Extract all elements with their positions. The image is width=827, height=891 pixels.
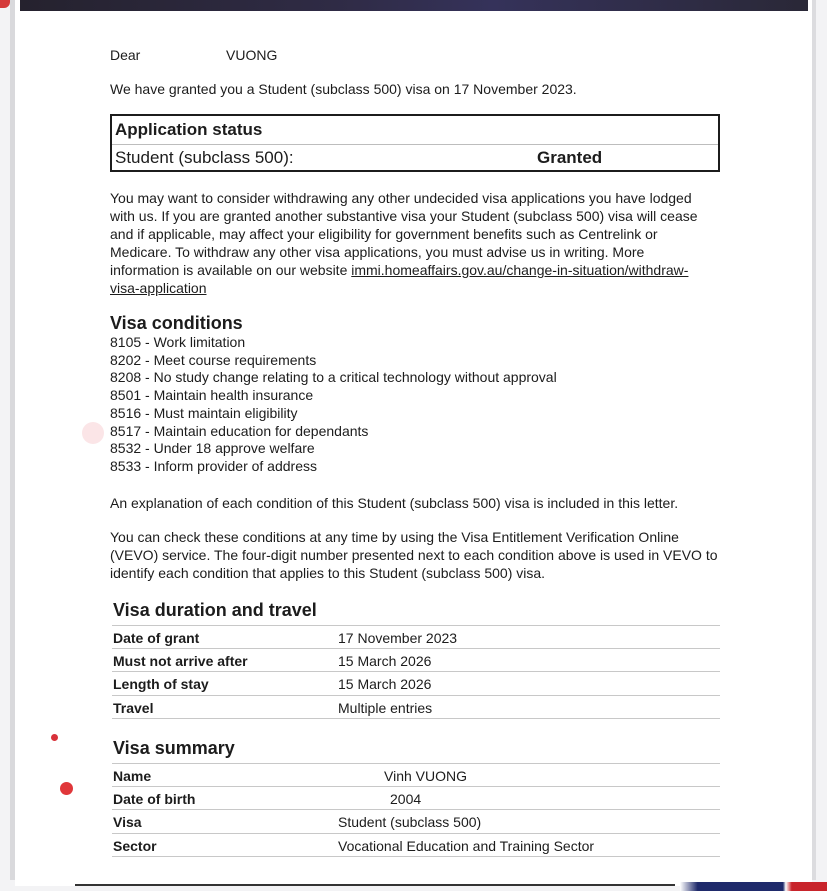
table-row <box>112 810 720 833</box>
flag-graphic <box>680 882 827 891</box>
condition-item: 8517 - Maintain education for dependants <box>110 422 369 439</box>
scan-right-edge <box>812 0 816 880</box>
application-status-box <box>110 114 720 172</box>
withdraw-notice-text: You may want to consider withdrawing any other undecided visa applications you have lodged with us. If you are granted another substantive visa your Student (subclass 500) visa will cease and if applicable, may affect your eligibility for government benefits such as Centrelink or Medicare. To withdraw any other visa applications, you must advise us in writing. More information is available on our website <box>110 190 698 278</box>
row-key: Visa <box>113 814 142 831</box>
corner-mark <box>0 0 10 8</box>
visa-conditions-section <box>110 312 720 476</box>
visa-duration-heading: Visa duration and travel <box>113 600 317 620</box>
condition-item: 8533 - Inform provider of address <box>110 457 317 474</box>
header-banner <box>20 0 808 11</box>
row-key: Date of birth <box>113 791 196 808</box>
recipient-name: VUONG <box>226 47 278 63</box>
condition-item: 8516 - Must maintain eligibility <box>110 404 298 421</box>
row-value: 15 March 2026 <box>338 653 432 670</box>
grant-sentence: We have granted you a Student (subclass 500) visa on 17 November 2023. <box>110 81 577 97</box>
condition-item: 8501 - Maintain health insurance <box>110 387 314 404</box>
visa-conditions-list <box>110 334 720 476</box>
table-row <box>112 626 720 649</box>
condition-item: 8208 - No study change relating to a critical technology without approval <box>110 369 557 386</box>
visa-summary-table <box>112 763 720 857</box>
row-key: Sector <box>113 837 157 854</box>
row-key: Length of stay <box>113 676 209 693</box>
row-value: Student (subclass 500) <box>338 814 482 831</box>
row-value: Multiple entries <box>338 699 433 716</box>
row-value: Vinh VUONG <box>384 768 467 784</box>
visa-conditions-heading: Visa conditions <box>110 313 243 333</box>
row-key: Name <box>113 768 152 784</box>
row-value: 2004 <box>390 791 422 808</box>
table-row <box>112 672 720 695</box>
condition-item: 8202 - Meet course requirements <box>110 351 317 368</box>
row-value: 15 March 2026 <box>338 676 432 693</box>
conditions-explanation: An explanation of each condition of this Student (subclass 500) visa is included in this letter. <box>110 495 679 511</box>
vevo-notice: You can check these conditions at any time by using the Visa Entitlement Verification Online (VEVO) service. The four-digit number presented next to each condition above is used in VEVO to identify each condition that applies to this Student (subclass 500) visa. <box>110 529 718 581</box>
table-row <box>112 649 720 672</box>
table-row <box>112 696 720 719</box>
table-row <box>112 764 720 787</box>
table-row <box>112 787 720 810</box>
condition-item: 8532 - Under 18 approve welfare <box>110 440 315 457</box>
row-value: Vocational Education and Training Sector <box>338 837 595 854</box>
withdraw-notice <box>110 189 710 297</box>
red-dot-mark <box>60 782 73 795</box>
stamp-smudge <box>82 422 104 444</box>
status-divider <box>112 144 718 145</box>
footer-rule <box>75 884 675 886</box>
row-value: 17 November 2023 <box>338 630 458 646</box>
withdraw-visa-link[interactable]: immi.homeaffairs.gov.au/change-in-situation/withdraw-visa-application <box>110 262 689 296</box>
visa-duration-table <box>112 625 720 719</box>
row-key: Date of grant <box>113 630 200 646</box>
red-dot-mark <box>51 734 58 741</box>
row-key: Travel <box>113 699 154 716</box>
row-key: Must not arrive after <box>113 653 248 670</box>
visa-duration-section <box>112 599 720 719</box>
status-badge: Granted <box>537 148 603 167</box>
visa-summary-heading: Visa summary <box>113 738 235 758</box>
application-status-label: Student (subclass 500): <box>115 148 294 167</box>
condition-item: 8105 - Work limitation <box>110 334 246 350</box>
visa-summary-section <box>112 737 720 857</box>
salutation: Dear <box>110 47 141 63</box>
table-row <box>112 834 720 857</box>
application-status-title: Application status <box>115 120 263 139</box>
